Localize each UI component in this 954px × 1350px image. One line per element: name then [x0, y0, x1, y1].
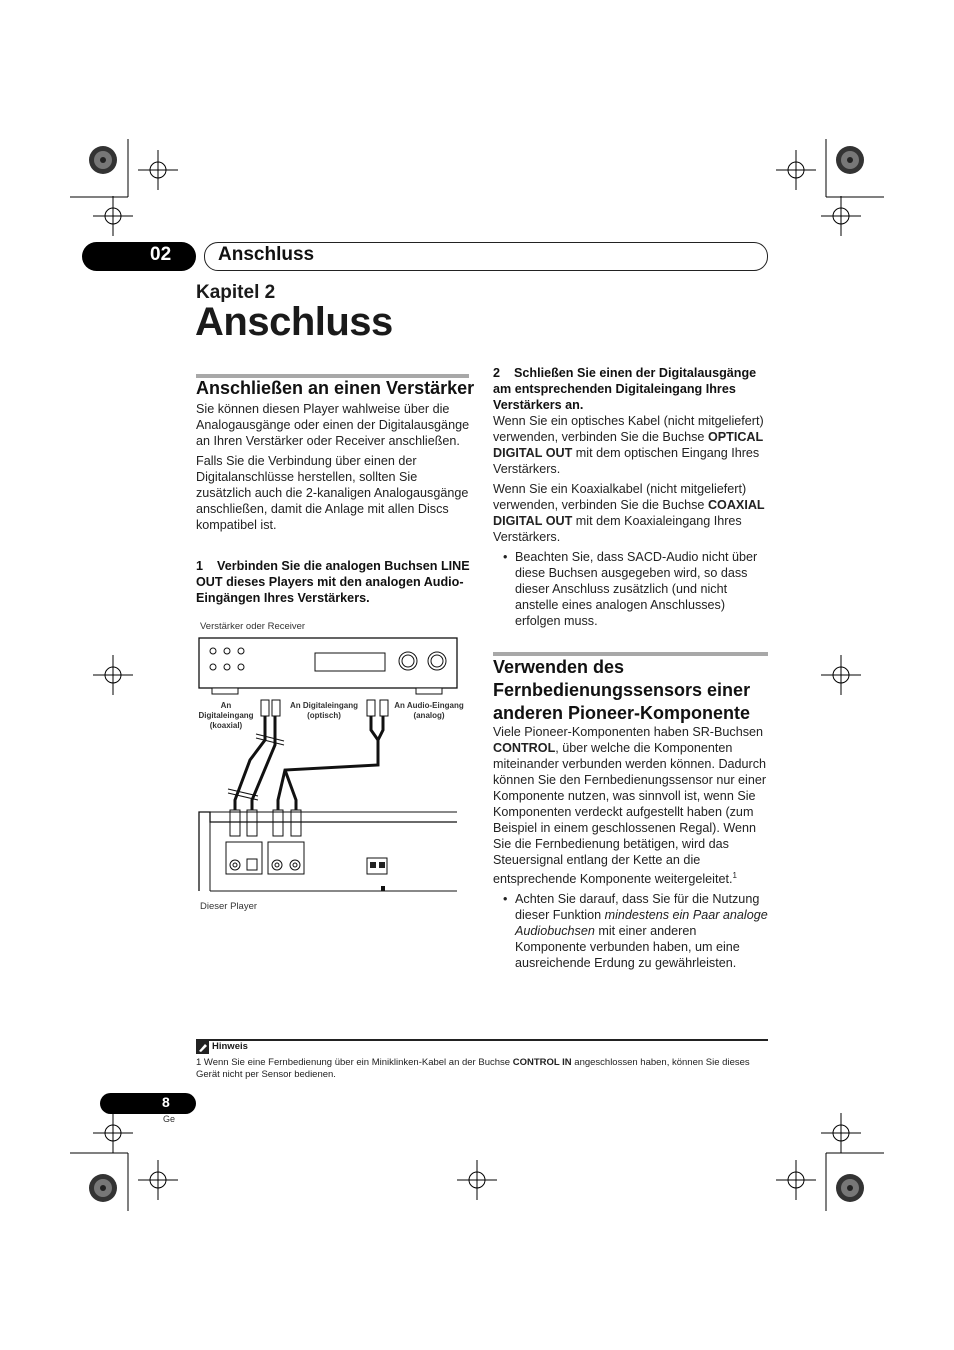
- paragraph: Sie können diesen Player wahlweise über die Analogausgänge oder einen der Digitalausgänge an Ihren Verstärker oder Receiver anschließen.: [196, 402, 470, 448]
- section-heading-amplifier: Anschließen an einen Verstärker: [196, 378, 475, 398]
- section-heading-sensor: Verwenden des Fernbedienungssensors einer anderen Pioneer-Komponente: [493, 657, 751, 723]
- paragraph-optical: Wenn Sie ein optisches Kabel (nicht mitgeliefert) verwenden, verbinden Sie die Buchse OPTICAL DIGITAL OUT mit dem optischen Eingang Ihres Verstärkers.: [493, 414, 764, 476]
- chapter-header-title: Anschluss: [218, 244, 315, 265]
- note-icon: [196, 1041, 209, 1054]
- step-text: Schließen Sie einen der Digitalausgänge am entsprechenden Digitaleingang Ihres Verstärkers an.: [493, 366, 757, 412]
- page-number-pill: [100, 1093, 196, 1114]
- step-number: 2: [493, 366, 501, 380]
- page-language: Ge: [163, 1114, 176, 1124]
- right-body-2: [493, 724, 769, 971]
- page-title: Anschluss: [195, 300, 393, 344]
- footnote: 1 Wenn Sie eine Fernbedienung über ein Miniklinken-Kabel an der Buchse CONTROL IN angeschlossen haben, können Sie dieses Gerät nicht per Sensor bedienen.: [196, 1057, 750, 1080]
- diagram-top-caption: Verstärker oder Receiver: [200, 621, 306, 632]
- step-text: Verbinden Sie die analogen Buchsen LINE OUT dieses Players mit den analogen Audio-Eingängen Ihres Verstärkers.: [196, 559, 470, 605]
- paragraph-coaxial: Wenn Sie ein Koaxialkabel (nicht mitgeliefert) verwenden, verbinden Sie die Buchse COAXIAL DIGITAL OUT mit dem Koaxialeingang Ihres Verstärkers.: [493, 482, 765, 544]
- label-coaxial: An Digitaleingang (koaxial): [198, 701, 254, 730]
- page-number: 8: [162, 1094, 170, 1110]
- paragraph: Falls Sie die Verbindung über einen der Digitalanschlüsse herstellen, sollten Sie zusätzlich auch die 2-kanaligen Analogausgänge anschließen, damit die Anlage mit allen Discs kompatibel ist.: [196, 454, 469, 532]
- label-analog: An Audio-Eingang (analog): [394, 701, 464, 720]
- note-divider: [196, 1039, 768, 1041]
- step-number: 1: [196, 559, 204, 573]
- kapitel-label: Kapitel 2: [196, 282, 276, 303]
- bullet-item: • Achten Sie darauf, dass Sie für die Nutzung dieser Funktion mindestens ein Paar analoge Audiobuchsen mit einer anderen Komponente verbunden haben, um eine ausreichende Erdung zu gewährleisten.: [503, 892, 768, 971]
- bullet-item: • Beachten Sie, dass SACD-Audio nicht über diese Buchsen ausgegeben wird, so dass dieser Anschluss zusätzlich (und nicht anstelle eines analogen Anschlusses) erfolgen muss.: [503, 550, 758, 628]
- diagram-bottom-caption: Dieser Player: [200, 901, 258, 912]
- left-body: [196, 401, 472, 537]
- right-body: [493, 413, 769, 629]
- step-1: [196, 558, 472, 606]
- label-optical: An Digitaleingang (optisch): [290, 701, 358, 720]
- chapter-number: 02: [150, 244, 172, 265]
- note-label: Hinweis: [212, 1041, 248, 1052]
- step-2: [493, 365, 769, 413]
- paragraph-sr: Viele Pioneer-Komponenten haben SR-Buchsen CONTROL, über welche die Komponenten miteinander verbunden werden können. Dadurch können Sie den Fernbedienungssensor nur einer Komponente nutzen, was sinnvoll ist, wenn Sie Komponenten verdeckt aufgestellt haben (zum Beispiel in einem geschlossenen Regal). Wenn Sie die Fernbedienung betätigen, wird das Steuersignal entlang der Kette an die entsprechende Komponente weitergeleitet.$^1$: [493, 725, 767, 887]
- footnote-ref: 1: [732, 871, 737, 880]
